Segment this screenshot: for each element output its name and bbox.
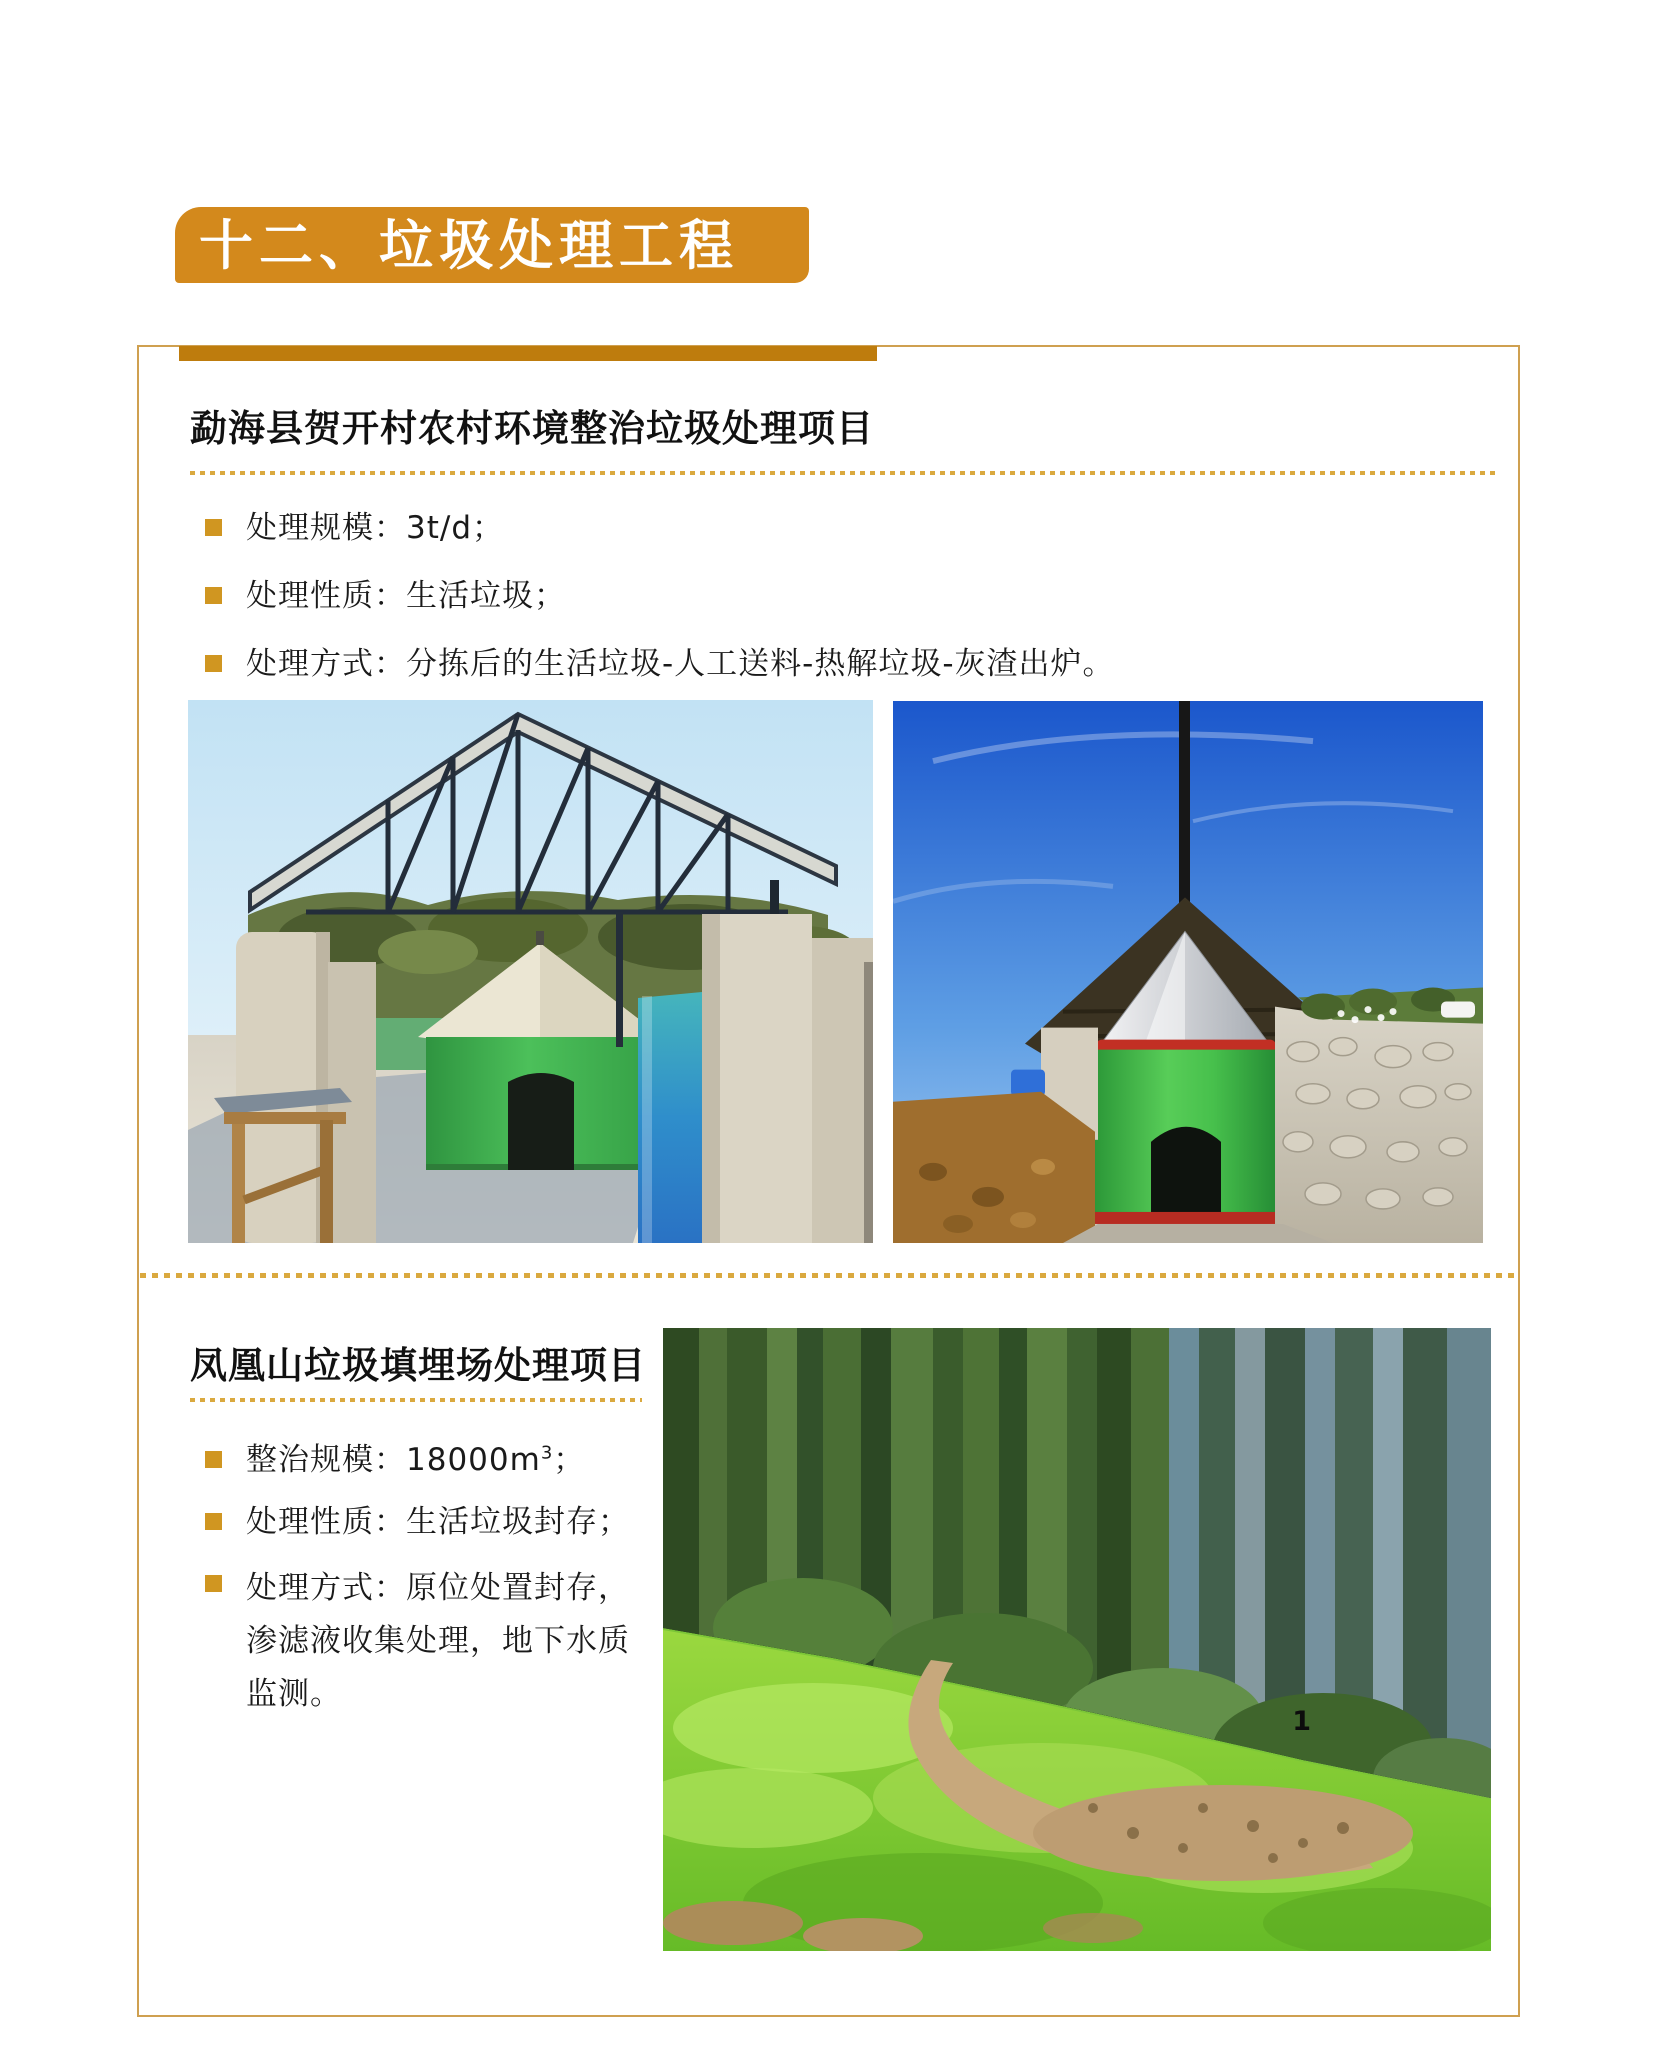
list-item bbox=[205, 1500, 630, 1544]
list-item-text: 处理方式：分拣后的生活垃圾-人工送料-热解垃圾-灰渣出炉。 bbox=[246, 646, 1115, 682]
photo-pyrolysis-shed bbox=[188, 700, 873, 1243]
list-item bbox=[205, 1438, 585, 1482]
photo-pyrolysis-shed-art bbox=[188, 700, 873, 1243]
stone-wall bbox=[1275, 1007, 1483, 1243]
list-item-text: 处理规模：3t/d； bbox=[246, 510, 504, 546]
chapter-title: 十二、垃圾处理工程 bbox=[199, 214, 739, 277]
list-item-text: 处理方式：原位处置封存， 渗滤液收集处理，地下水质 监测。 bbox=[246, 1570, 630, 1712]
section1-title: 勐海县贺开村农村环境整治垃圾处理项目 bbox=[190, 407, 874, 450]
bullet-square-icon bbox=[205, 587, 222, 604]
section2-title: 凤凰山垃圾填埋场处理项目 bbox=[190, 1344, 646, 1387]
bullet-square-icon bbox=[205, 1575, 222, 1592]
list-item bbox=[205, 1562, 630, 1721]
superscript-cubed: 3 bbox=[540, 1442, 554, 1464]
list-item bbox=[205, 642, 1115, 686]
section1-dotted-rule bbox=[190, 471, 1500, 475]
bullet-square-icon bbox=[205, 1513, 222, 1530]
bullet-square-icon bbox=[205, 1451, 222, 1468]
bullet-square-icon bbox=[205, 519, 222, 536]
list-item bbox=[205, 506, 504, 550]
list-item-text: 整治规模：$18000m^3$； bbox=[246, 1442, 586, 1478]
list-item-text: 处理性质：生活垃圾； bbox=[246, 578, 566, 614]
list-item bbox=[205, 574, 566, 618]
section-divider bbox=[140, 1273, 1517, 1278]
photo-green-kiln-art bbox=[893, 701, 1483, 1243]
photo-landfill-slope bbox=[663, 1328, 1491, 1951]
accent-bar bbox=[179, 346, 877, 361]
photo-landfill-slope-art bbox=[663, 1328, 1491, 1951]
green-kiln-cylinder bbox=[1085, 1040, 1287, 1233]
bullet-square-icon bbox=[205, 655, 222, 672]
photo-marker-label: 1 bbox=[1292, 1706, 1312, 1738]
chapter-banner bbox=[175, 207, 809, 283]
photo-green-kiln bbox=[893, 701, 1483, 1243]
section2-dotted-rule bbox=[190, 1398, 642, 1402]
list-item-text: 处理性质：生活垃圾封存； bbox=[246, 1504, 630, 1540]
